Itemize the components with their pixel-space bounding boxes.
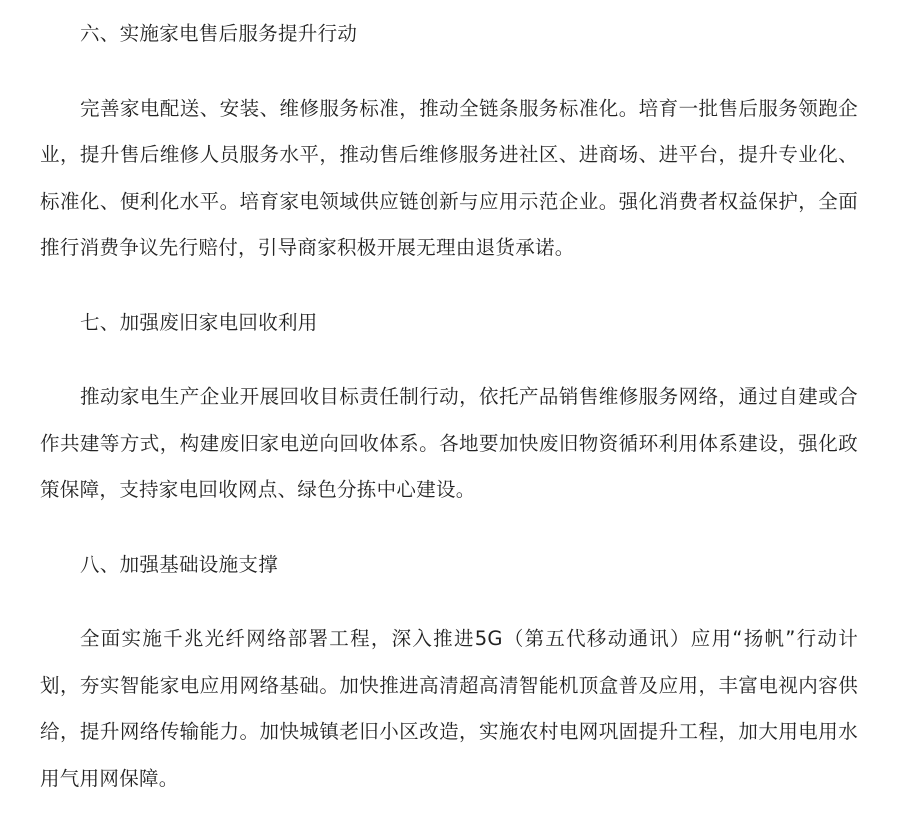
section-paragraph-8: 全面实施千兆光纤网络部署工程，深入推进5G（第五代移动通讯）应用“扬帆”行动计划，夯实智能家电应用网络基础。加快推进高清超高清智能机顶盒普及应用，丰富电视内容供给，提升网络传输能力。加快城镇老旧小区改造，实施农村电网巩固提升工程，加大用电用水用气用网保障。 [40, 627, 858, 790]
section-heading-8: 八、加强基础设施支撑 [80, 552, 279, 576]
section-paragraph-7: 推动家电生产企业开展回收目标责任制行动，依托产品销售维修服务网络，通过自建或合作共建等方式，构建废旧家电逆向回收体系。各地要加快废旧物资循环利用体系建设，强化政策保障，支持家电回收网点、绿色分拣中心建设。 [40, 385, 858, 501]
section-gap [40, 58, 858, 86]
section-paragraph-6: 完善家电配送、安装、维修服务标准，推动全链条服务标准化。培育一批售后服务领跑企业，提升售后维修人员服务水平，推动售后维修服务进社区、进商场、进平台，提升专业化、标准化、便利化水平。培育家电领域供应链创新与应用示范企业。强化消费者权益保护，全面推行消费争议先行赔付，引导商家积极开展无理由退货承诺。 [40, 96, 858, 259]
section-gap [40, 346, 858, 374]
section-gap [40, 588, 858, 616]
section-gap [40, 272, 858, 300]
section-heading-7: 七、加强废旧家电回收利用 [80, 310, 318, 334]
section-heading-6: 六、实施家电售后服务提升行动 [80, 22, 358, 45]
section-gap [40, 514, 858, 542]
